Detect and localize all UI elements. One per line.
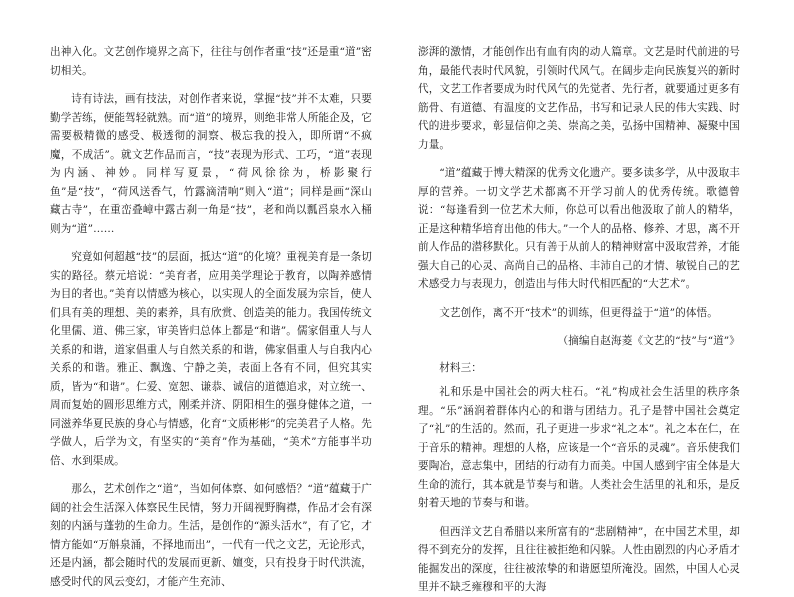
paragraph-cultural-heritage: “道”蕴藏于博大精深的优秀文化遗产。要多读多学，从中汲取丰厚的营养。一切文学艺术都离不开学习前人的优秀传统。歌德曾说：“每逢看到一位艺术大师，你总可以看出他汲取了前人的精华，正是这种精华培育出他的伟大。”一个人的品格、修养、才思，离不开前人作品的潜移默化。只有善于从前人的精神财富中汲取营养，才能强大自己的心灵、高尚自己的品格、丰沛自己的才情、敏锐自己的艺术感受力与表现力，创造出与伟大时代相匹配的“大艺术”。 (418, 167, 740, 290)
paragraph-tragic-spirit: 但西洋文艺自希腊以来所富有的“悲剧精神”，在中国艺术里，却得不到充分的发挥，且往往被拒绝和闪躲。人性由剧烈的内心矛盾才能掘发出的深度，往往被浓挚的和谐愿望所淹没。固然，中国人心灵里并不缺乏雍穆和平的大海 (418, 525, 740, 593)
paragraph-technique-and-dao: 诗有诗法，画有技法，对创作者来说，掌握“技”并不太难，只要勤学苦练，便能驾轻就熟。而“道”的境界，则绝非常人所能企及，它需要极精微的感受、极透彻的洞察、极忘我的投入，即所谓“不疯魔，不成活”。就文艺作品而言，“技”表现为形式、工巧，“道”表现为内涵、神妙。同样写夏景，“荷风徐徐为，桥影聚行鱼”是“技”，“荷风送香气，竹露滴清响”则入“道”；同样是画“深山藏古寺”，在重峦叠嶂中露古刹一角是“技”，老和尚以瓢舀泉水入桶则为“道”…… (50, 93, 372, 235)
source-citation: （摘编自赵海菱《文艺的“技”与“道”》 (557, 335, 740, 347)
paragraph-social-life: 那么，艺术创作之“道”，当如何体察、如何感悟？“道”蕴藏于广阔的社会生活深入体察民生民情，努力开阔视野胸襟，作品才会有深刻的内涵与蓬勃的生命力。生活，是创作的“源头活水”，有了它，才情方能如“万斛泉涌，不择地而出”，一代有一代之文艺，无论形式，还是内涵，都会随时代的发展而更新、嬗变，只有投身于时代洪流，感受时代的风云变幻，才能产生充沛、 (50, 483, 372, 588)
material-label: 材料三： (439, 361, 482, 374)
paragraph-conclusion: 文艺创作，离不开“技术”的训练，但更得益于“道”的体悟。 (439, 306, 718, 319)
right-column (418, 43, 740, 597)
paragraph-continuation: 出神入化。文艺创作境界之高下，往往与创作者重“技”还是重“道”密切相关。 (50, 46, 372, 77)
left-column (50, 43, 372, 591)
paragraph-continuation-right: 澎湃的激情，才能创作出有血有肉的动人篇章。文艺是时代前进的号角，最能代表时代风貌，引领时代风气。在阔步走向民族复兴的新时代，文艺工作者要成为时代风气的先觉者、先行者，就要通过更多有筋骨、有道德、有温度的文艺作品，书写和记录人民的伟大实践、时代的进步要求，彰显信仰之美、崇高之美，弘扬中国精神、凝聚中国力量。 (418, 46, 740, 151)
paragraph-rites-and-music: 礼和乐是中国社会的两大柱石。“礼”构成社会生活里的秩序条理。“乐”涵润着群体内心的和谐与团结力。孔子是替中国社会奠定了“礼”的生活的。然而，孔子更进一步求“礼之本”。礼之本在仁，在于音乐的精神。理想的人格，应该是一个“音乐的灵魂”。音乐使我们要陶冶，意志集中，团结的行动有力而美。中国人感到宇宙全体是大生命的流行，其本就是节奏与和谐。人类社会生活里的礼和乐，是反射着天地的节奏与和谐。 (418, 386, 740, 509)
paragraph-aesthetic-education: 究竟如何超越“技”的层面，抵达“道”的化境？重视美育是一条切实的路径。蔡元培说：“美育者，应用美学理论于教育，以陶养感情为目的者也。”美育以情感为核心，以实现人的全面发展为宗旨，使人们具有美的理想、美的素养，具有欣赏、创造美的能力。我国传统文化里儒、道、佛三家，审美皆归总体上都是“和谐”。儒家倡重人与人关系的和谐，道家倡重人与自然关系的和谐，佛家倡重人与自我内心关系的和谐。雅正、飘逸、宁静之美，表面上各有不同，但究其实质，皆为“和谐”。仁爱、宽恕、谦恭、诚信的道德追求，对立统一、周而复始的圆形思维方式，刚柔并济、阴阳相生的强身健体之道，一同滋养华夏民族的身心与情感，化育“文质彬彬”的完美君子人格。先学做人，后学为文，有坚实的“美育”作为基础，“美术”方能事半功倍、水到渠成。 (50, 251, 372, 467)
